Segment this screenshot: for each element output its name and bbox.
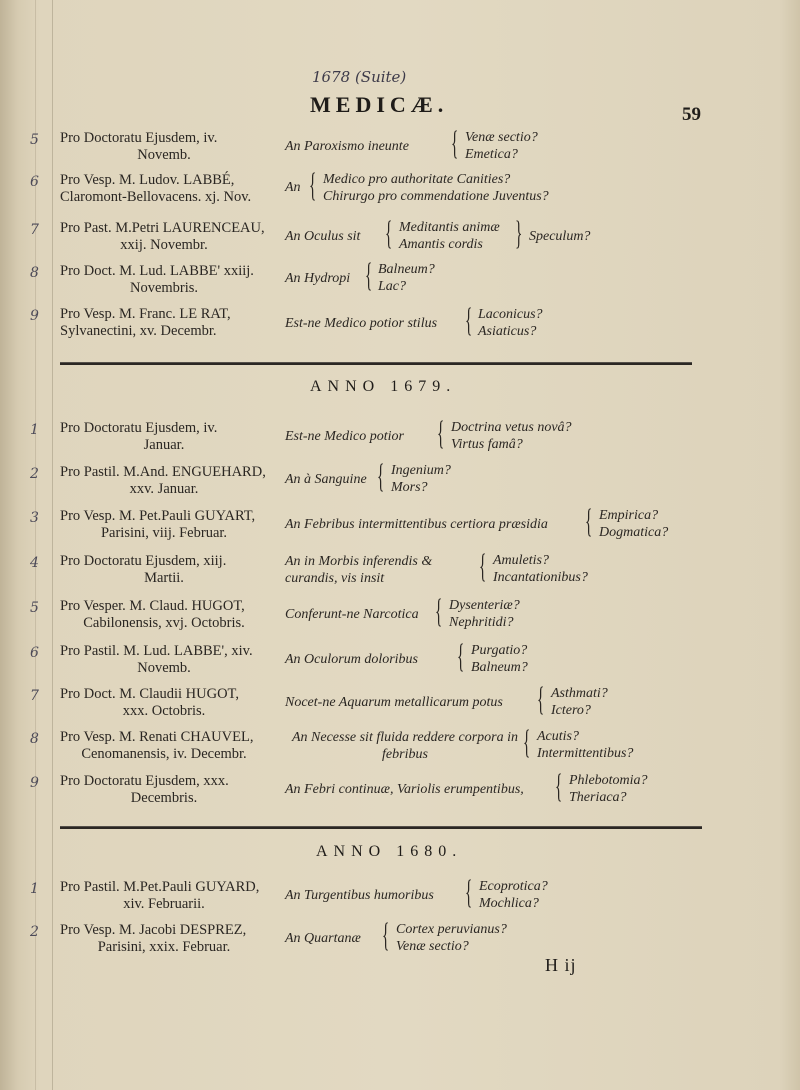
section-heading: ANNO 1679. (310, 378, 457, 395)
margin-rule (52, 0, 53, 1090)
occasion-line-1: Pro Vesp. M. Pet.Pauli GUYART, (60, 508, 256, 524)
option-2: Lac? (378, 279, 406, 294)
option-2: Dogmatica? (599, 525, 669, 540)
brace-icon: { (479, 548, 487, 585)
brace-close-icon: } (515, 215, 523, 252)
section-heading: ANNO 1680. (316, 843, 463, 860)
occasion-line-1: Pro Vesp. M. Jacobi DESPREZ, (60, 922, 247, 938)
brace-icon: { (365, 257, 373, 294)
section-rule (60, 362, 692, 365)
occasion-line-2: xxx. Octobris. (122, 703, 206, 719)
option-2: Balneum? (471, 660, 528, 675)
option-1: Dysenteriæ? (449, 598, 520, 613)
entry-occasion (60, 598, 278, 632)
entry-occasion (60, 643, 278, 677)
margin-number: 1 (30, 422, 39, 438)
occasion-line-2: Novemb. (137, 660, 191, 676)
section-rule (60, 826, 702, 829)
signature-mark: H ij (545, 955, 577, 975)
option-1: Laconicus? (478, 307, 543, 322)
margin-number: 6 (30, 645, 39, 661)
question-text: An Febri continuæ, Variolis erumpentibus, (285, 782, 524, 797)
occasion-line-1: Pro Past. M.Petri LAURENCEAU, (60, 220, 265, 236)
entry-occasion (60, 773, 278, 807)
occasion-line-2: xiv. Februarii. (123, 896, 205, 912)
occasion-line-1: Pro Vesper. M. Claud. HUGOT, (60, 598, 245, 614)
margin-number: 6 (30, 174, 39, 190)
brace-icon: { (523, 724, 531, 761)
margin-number: 9 (30, 775, 39, 791)
brace-icon: { (465, 874, 473, 911)
margin-number: 5 (30, 600, 39, 616)
brace-icon: { (382, 917, 390, 954)
margin-number: 3 (30, 510, 39, 526)
occasion-line-2: Sylvanectini, xv. Decembr. (60, 323, 217, 339)
brace-icon: { (309, 167, 317, 204)
occasion-line-1: Pro Vesp. M. Renati CHAUVEL, (60, 729, 254, 745)
folio-number: 59 (682, 104, 701, 125)
option-2: Ictero? (551, 703, 591, 718)
question-text: Est-ne Medico potior (285, 429, 404, 444)
entry-occasion (60, 464, 278, 498)
option-2: Mors? (391, 480, 428, 495)
question-text: An (285, 180, 301, 195)
option-2: Chirurgo pro commendatione Juventus? (323, 189, 549, 204)
brace-icon: { (457, 638, 465, 675)
option-1: Asthmati? (551, 686, 608, 701)
occasion-line-1: Pro Doctoratu Ejusdem, xxx. (60, 773, 229, 789)
occasion-line-2: Decembris. (130, 790, 198, 806)
option-1: Meditantis animæ (399, 220, 500, 235)
option-2: Amantis cordis (399, 237, 483, 252)
brace-icon: { (437, 415, 445, 452)
occasion-line-2: Cenomanensis, iv. Decembr. (81, 746, 247, 762)
question-text: Nocet-ne Aquarum metallicarum potus (285, 695, 503, 710)
brace-icon: { (451, 125, 459, 162)
option-1: Balneum? (378, 262, 435, 277)
margin-number: 4 (30, 555, 39, 571)
brace-icon: { (585, 503, 593, 540)
brace-icon: { (555, 768, 563, 805)
option-1: Cortex peruvianus? (396, 922, 507, 937)
occasion-line-1: Pro Doct. M. Claudii HUGOT, (60, 686, 239, 702)
option-extra: Speculum? (529, 229, 591, 244)
margin-number: 1 (30, 881, 39, 897)
option-2: Nephritidi? (449, 615, 514, 630)
occasion-line-1: Pro Doct. M. Lud. LABBE' xxiij. (60, 263, 254, 279)
margin-number: 2 (30, 466, 39, 482)
page-title: MEDICÆ. (310, 92, 449, 117)
occasion-line-1: Pro Doctoratu Ejusdem, xiij. (60, 553, 227, 569)
option-1: Venæ sectio? (465, 130, 538, 145)
option-2: Theriaca? (569, 790, 627, 805)
margin-number: 9 (30, 308, 39, 324)
question-text: An in Morbis inferendis & curandis, vis insit (285, 554, 433, 586)
manuscript-note: 1678 (Suite) (312, 68, 407, 86)
occasion-line-1: Pro Pastil. M. Lud. LABBE', xiv. (60, 643, 253, 659)
option-1: Doctrina vetus novâ? (451, 420, 572, 435)
question-text: An Necesse sit fluida reddere corpora in febribus (291, 730, 519, 762)
question-text: An Oculorum doloribus (285, 652, 418, 667)
question-text: An Febribus intermittentibus certiora præsidia (285, 517, 548, 532)
brace-icon: { (435, 593, 443, 630)
brace-icon: { (385, 215, 393, 252)
margin-number: 7 (30, 688, 39, 704)
entry-occasion (60, 420, 278, 454)
entry-occasion (60, 172, 278, 206)
occasion-line-1: Pro Pastil. M.Pet.Pauli GUYARD, (60, 879, 260, 895)
question-text: An Oculus sit (285, 229, 361, 244)
question-text: An Turgentibus humoribus (285, 888, 434, 903)
occasion-line-2: Parisini, viij. Februar. (100, 525, 228, 541)
entry-occasion (60, 729, 278, 763)
occasion-line-2: Claromont-Bellovacens. xj. Nov. (60, 189, 252, 205)
margin-number: 8 (30, 731, 39, 747)
question-text: Conferunt-ne Narcotica (285, 607, 419, 622)
entry-occasion (60, 220, 278, 254)
occasion-line-1: Pro Doctoratu Ejusdem, iv. (60, 420, 218, 436)
option-2: Virtus famâ? (451, 437, 523, 452)
option-1: Ecoprotica? (479, 879, 548, 894)
brace-icon: { (465, 302, 473, 339)
entry-occasion (60, 553, 278, 587)
option-2: Mochlica? (479, 896, 539, 911)
brace-icon: { (377, 458, 385, 495)
entry-occasion (60, 922, 278, 956)
question-text: An à Sanguine (285, 472, 367, 487)
option-2: Incantationibus? (493, 570, 588, 585)
option-1: Ingenium? (391, 463, 451, 478)
occasion-line-1: Pro Doctoratu Ejusdem, iv. (60, 130, 218, 146)
margin-number: 8 (30, 265, 39, 281)
entry-occasion (60, 263, 278, 297)
option-2: Intermittentibus? (537, 746, 634, 761)
occasion-line-2: Cabilonensis, xvj. Octobris. (83, 615, 245, 631)
option-2: Emetica? (465, 147, 518, 162)
occasion-line-1: Pro Vesp. M. Ludov. LABBÉ, (60, 172, 235, 188)
entry-occasion (60, 306, 278, 340)
occasion-line-2: Novembris. (129, 280, 199, 296)
occasion-line-1: Pro Vesp. M. Franc. LE RAT, (60, 306, 231, 322)
question-text: Est-ne Medico potior stilus (285, 316, 438, 331)
entry-occasion (60, 130, 278, 164)
entry-occasion (60, 879, 278, 913)
question-text: An Paroxismo ineunte (285, 139, 409, 154)
question-text: An Quartanæ (285, 931, 361, 946)
option-1: Amuletis? (493, 553, 549, 568)
entry-occasion (60, 508, 278, 542)
occasion-line-2: Novemb. (137, 147, 191, 163)
question-text: An Hydropi (285, 271, 351, 286)
occasion-line-2: xxv. Januar. (129, 481, 199, 497)
occasion-line-2: Martii. (144, 570, 184, 586)
option-1: Purgatio? (471, 643, 528, 658)
option-1: Phlebotomia? (569, 773, 648, 788)
occasion-line-2: xxij. Novembr. (120, 237, 208, 253)
occasion-line-2: Parisini, xxix. Februar. (97, 939, 231, 955)
option-1: Medico pro authoritate Canities? (323, 172, 511, 187)
margin-number: 7 (30, 222, 39, 238)
brace-icon: { (537, 681, 545, 718)
entry-occasion (60, 686, 278, 720)
occasion-line-1: Pro Pastil. M.And. ENGUEHARD, (60, 464, 266, 480)
margin-number: 2 (30, 924, 39, 940)
option-2: Venæ sectio? (396, 939, 469, 954)
option-1: Empirica? (599, 508, 659, 523)
margin-number: 5 (30, 132, 39, 148)
option-1: Acutis? (537, 729, 579, 744)
option-2: Asiaticus? (478, 324, 537, 339)
occasion-line-2: Januar. (143, 437, 185, 453)
